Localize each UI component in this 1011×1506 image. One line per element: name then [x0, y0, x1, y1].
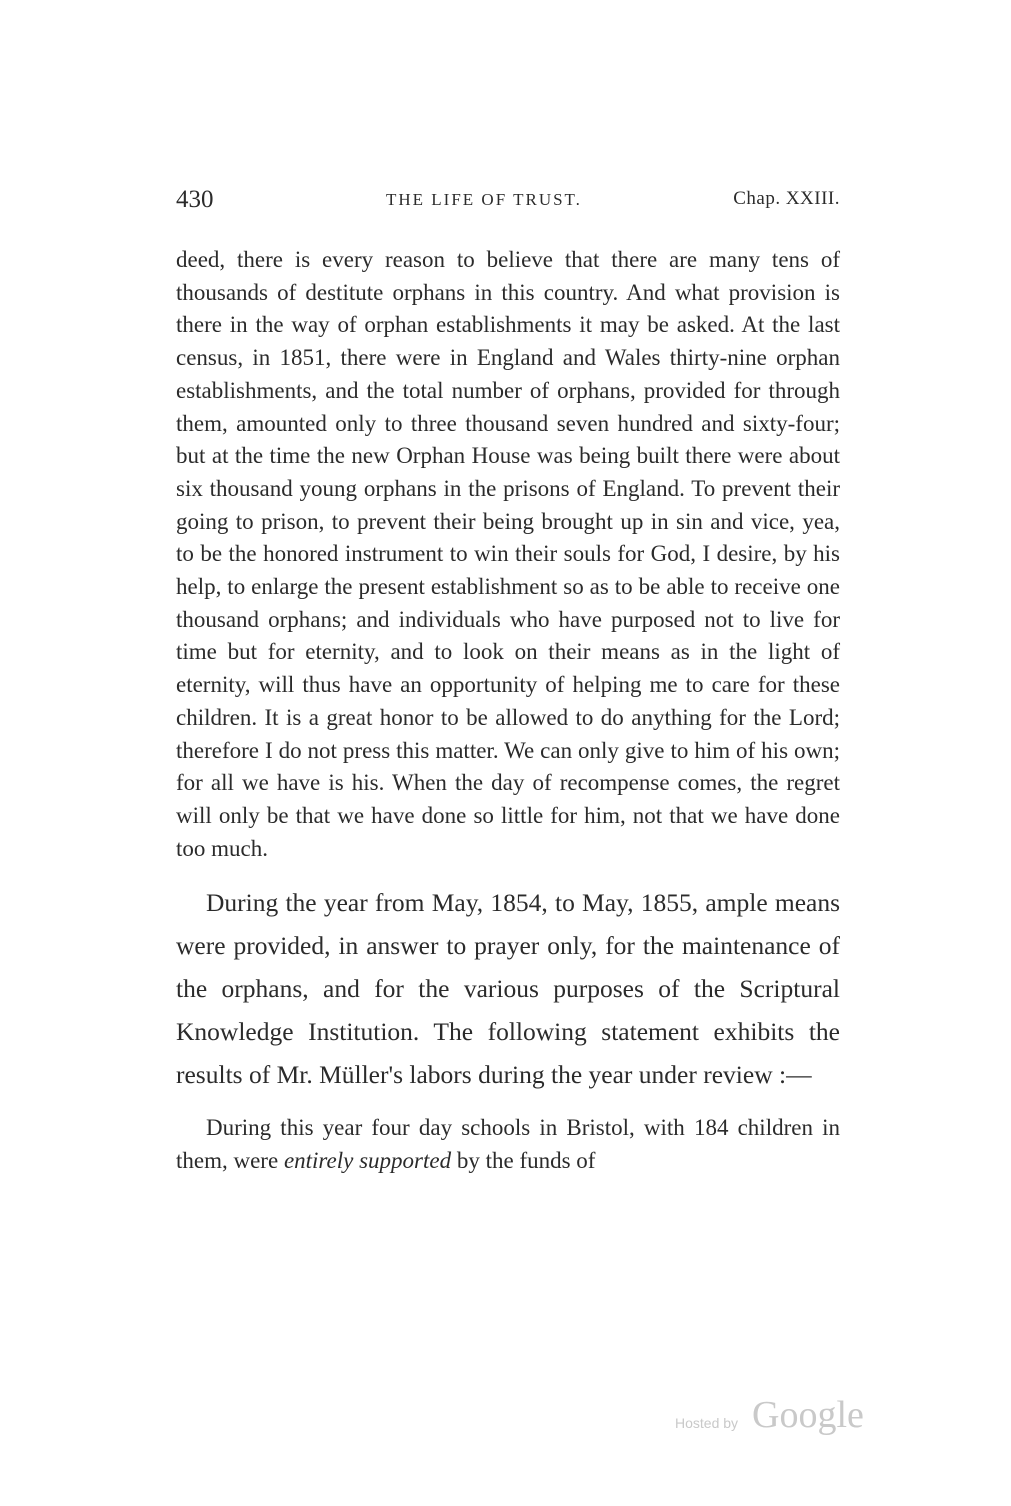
- running-head: [176, 186, 840, 220]
- day-schools-text-end: by the funds of: [451, 1148, 596, 1174]
- day-schools-text-start: During this year four day schools in Bristol, with 184 children in them, were: [176, 1115, 840, 1174]
- body-text: [176, 244, 840, 1178]
- page-number: 430: [176, 186, 214, 213]
- hosted-by-label: Hosted by: [675, 1415, 739, 1431]
- paragraph-orphan-provision: deed, there is every reason to believe that there are many tens of thousands of destitute orphans in this country. And what provision is there in the way of orphan establishments it may be asked. At the last census, in 1851, there were in England and Wales thirty-nine orphan establishments, and the total number of orphans, provided for through them, amounted only to three thousand seven hundred and sixty-four; but at the time the new Orphan House was being built there were about six thousand young orphans in the prisons of England. To prevent their going to prison, to prevent their being brought up in sin and vice, yea, to be the honored instrument to win their souls for God, I desire, by his help, to enlarge the present establishment so as to be able to receive one thousand orphans; and individuals who have purposed not to live for time but for eternity, and to look on their means as in the light of eternity, will thus have an opportunity of helping me to care for these children. It is a great honor to be allowed to do anything for the Lord; therefore I do not press this matter. We can only give to him of his own; for all we have is his. When the day of recompense comes, the regret will only be that we have done so little for him, not that we have done too much.: [176, 247, 840, 861]
- paragraph-day-schools: [176, 1112, 840, 1177]
- chapter-label: Chap. XXIII.: [733, 188, 840, 209]
- paragraph-year-summary: During the year from May, 1854, to May, 1855, ample means were provided, in answer to prayer only, for the maintenance of the orphans, and for the various purposes of the Scriptural Knowledge Institution. The following statement exhibits the results of Mr. Müller's labors during the year under review :—: [176, 888, 840, 1090]
- book-title: THE LIFE OF TRUST.: [386, 190, 582, 209]
- day-schools-emphasis: entirely supported: [283, 1148, 452, 1174]
- google-logo: Google: [752, 1394, 864, 1436]
